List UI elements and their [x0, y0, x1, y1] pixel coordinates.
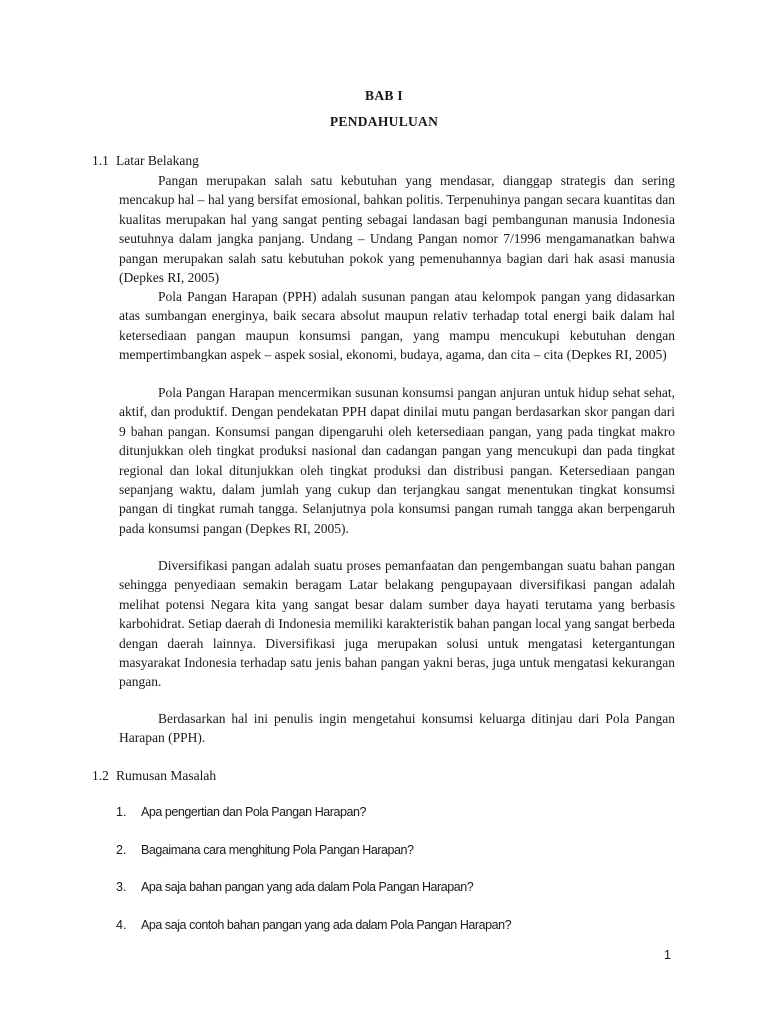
paragraph: Pola Pangan Harapan (PPH) adalah susunan pangan atau kelompok pangan yang didasarkan atas sumbangan energinya, baik secara absolut maupun relativ terhadap total energi baik dalam hal ketersediaan pangan maupun konsumsi pangan, yang mampu mencukupi kebutuhan dengan mempertimbangkan aspek – aspek sosial, ekonomi, budaya, agama, dan cita – cita (Depkes RI, 2005): [119, 289, 675, 363]
chapter-label: BAB I: [365, 88, 403, 103]
page-number: 1: [664, 948, 671, 962]
list-item-text: Bagaimana cara menghitung Pola Pangan Harapan?: [141, 843, 414, 857]
section-number: 1.1: [92, 153, 109, 168]
section-heading-rumusan-masalah: [92, 768, 216, 784]
list-item: [116, 843, 414, 857]
section-title: Rumusan Masalah: [116, 768, 217, 783]
section-heading-latar-belakang: [92, 153, 199, 169]
chapter-title: PENDAHULUAN: [329, 114, 439, 129]
list-item-number: 3.: [116, 880, 127, 894]
paragraph: Pangan merupakan salah satu kebutuhan yang mendasar, dianggap strategis dan sering mencakup hal – hal yang bersifat emosional, bahkan politis. Terpenuhinya pangan secara kuantitas dan kualitas merupakan hal yang sangat penting sebagai landasan bagi pembangunan manusia Indonesia seutuhnya dalam jangka panjang. Undang – Undang Pangan nomor 7/1996 mengamanatkan bahwa pangan merupakan salah satu kebutuhan pokok yang pemenuhannya bagian dari hak asasi manusia (Depkes RI, 2005): [119, 173, 675, 286]
section-number: 1.2: [92, 768, 109, 783]
paragraph: Berdasarkan hal ini penulis ingin mengetahui konsumsi keluarga ditinjau dari Pola Pangan Harapan (PPH).: [119, 711, 675, 746]
list-item-text: Apa pengertian dan Pola Pangan Harapan?: [141, 805, 367, 819]
list-item: [116, 880, 473, 894]
section-title: Latar Belakang: [116, 153, 199, 168]
list-item-number: 4.: [116, 918, 127, 932]
list-item-number: 2.: [116, 843, 127, 857]
paragraph: Pola Pangan Harapan mencermikan susunan konsumsi pangan anjuran untuk hidup sehat sehat, aktif, dan produktif. Dengan pendekatan PPH dapat dinilai mutu pangan berdasarkan skor pangan dari 9 bahan pangan. Konsumsi pangan dipengaruhi oleh ketersediaan pangan, yang pada tingkat makro ditunjukkan oleh tingkat produksi nasional dan cadangan pangan yang mencukupi dan pada tingkat regional dan lokal ditunjukkan oleh tingkat produksi dan distribusi pangan. Ketersediaan pangan sepanjang waktu, dalam jumlah yang cukup dan terjangkau sangat menentukan tingkat konsumsi pangan di tingkat rumah tangga. Selanjutnya pola konsumsi pangan rumah tangga akan berpengaruh pada konsumsi pangan (Depkes RI, 2005).: [119, 385, 675, 536]
paragraph: Diversifikasi pangan adalah suatu proses pemanfaatan dan pengembangan suatu bahan pangan sehingga penyediaan semakin beragam Latar belakang pengupayaan diversifikasi pangan adalah melihat potensi Negara kita yang sangat besar dalam sumber daya hayati terutama yang berbasis karbohidrat. Setiap daerah di Indonesia memiliki karakteristik bahan pangan local yang sangat berbeda dengan daerah lainnya. Diversifikasi juga merupakan solusi untuk mengatasi ketergantungan masyarakat Indonesia terhadap satu jenis bahan pangan yakni beras, juga untuk mengatasi kekurangan pangan.: [119, 558, 675, 690]
list-item: [116, 805, 366, 819]
list-item: [116, 918, 511, 932]
list-item-number: 1.: [116, 805, 127, 819]
list-item-text: Apa saja bahan pangan yang ada dalam Pola Pangan Harapan?: [141, 880, 474, 894]
list-item-text: Apa saja contoh bahan pangan yang ada dalam Pola Pangan Harapan?: [141, 918, 512, 932]
